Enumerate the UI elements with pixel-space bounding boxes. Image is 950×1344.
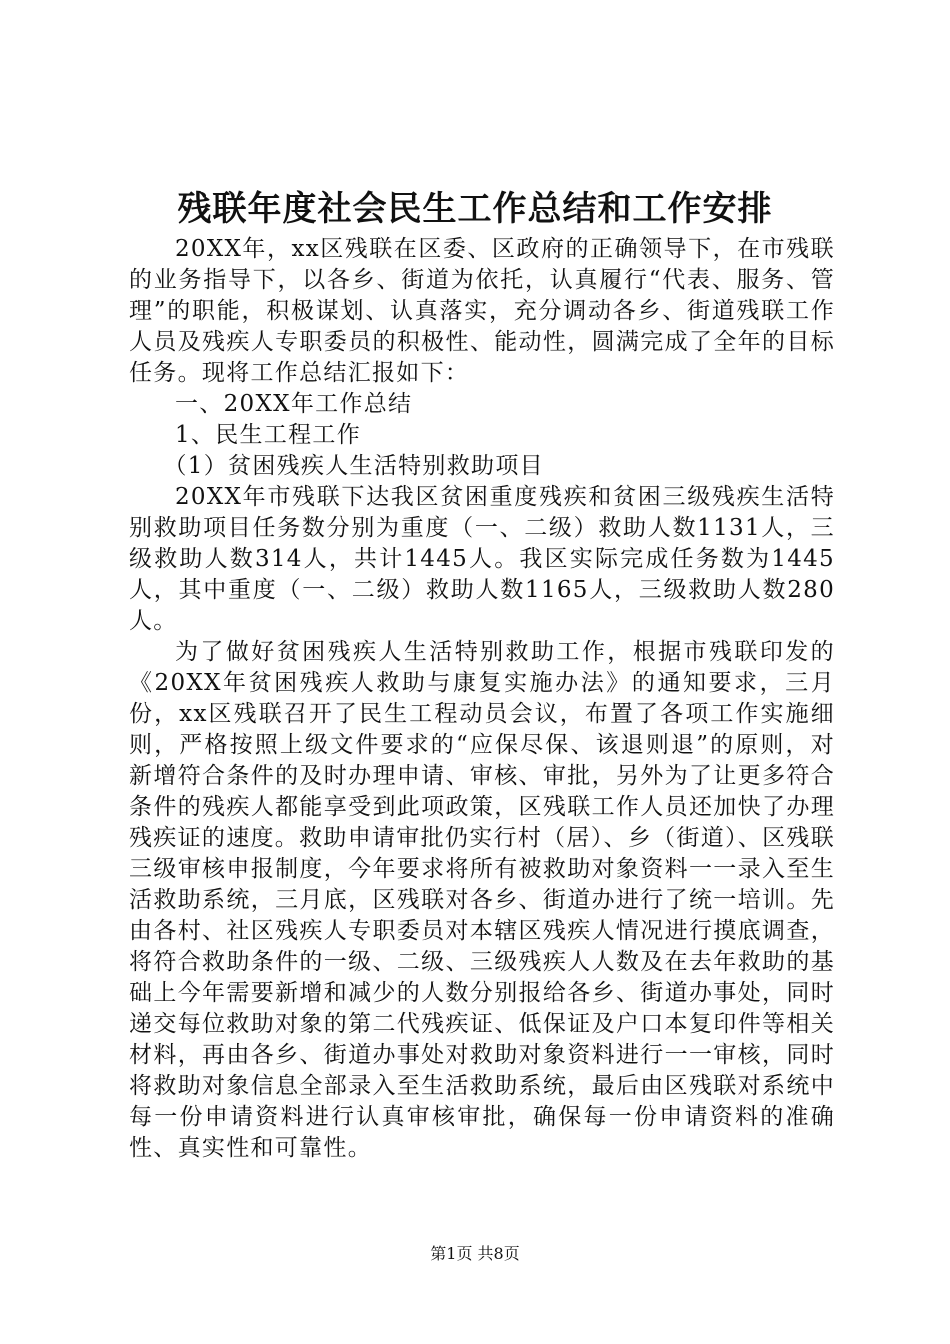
process-paragraph: 为了做好贫困残疾人生活特别救助工作，根据市残联印发的《20XX年贫困残疾人救助与康复实施办法》的通知要求，三月份，xx区残联召开了民生工程动员会议，布置了各项工作实施细则，严格按照上级文件要求的“应保尽保、该退则退”的原则，对新增符合条件的及时办理申请、审核、审批，另外为了让更多符合条件的残疾人都能享受到此项政策，区残联工作人员还加快了办理残疾证的速度。救助申请审批仍实行村（居）、乡（街道）、区残联三级审核申报制度，今年要求将所有被救助对象资料一一录入至生活救助系统，三月底，区残联对各乡、街道办进行了统一培训。先由各村、社区残疾人专职委员对本辖区残疾人情况进行摸底调查，将符合救助条件的一级、二级、三级残疾人人数及在去年救助的基础上今年需要新增和减少的人数分别报给各乡、街道办事处，同时递交每位救助对象的第二代残疾证、低保证及户口本复印件等相关材料，再由各乡、街道办事处对救助对象资料进行一一审核，同时将救助对象信息全部录入至生活救助系统，最后由区残联对系统中每一份申请资料进行认真审核审批，确保每一份申请资料的准确性、真实性和可靠性。 [129, 639, 835, 1161]
subsection-heading: 1、民生工程工作 [175, 422, 362, 448]
intro-paragraph: 20XX年，xx区残联在区委、区政府的正确领导下，在市残联的业务指导下，以各乡、街道为依托，认真履行“代表、服务、管理”的职能，积极谋划、认真落实，充分调动各乡、街道残联工作人员及残疾人专职委员的积极性、能动性，圆满完成了全年的目标任务。现将工作总结汇报如下： [129, 236, 835, 386]
document-title: 残联年度社会民生工作总结和工作安排 [177, 189, 773, 229]
item-heading: （1）贫困残疾人生活特别救助项目 [163, 453, 544, 479]
task-paragraph: 20XX年市残联下达我区贫困重度残疾和贫困三级残疾生活特别救助项目任务数分别为重度（一、二级）救助人数1131人，三级救助人数314人，共计1445人。我区实际完成任务数为1445人，其中重度（一、二级）救助人数1165人，三级救助人数280人。 [129, 484, 835, 634]
section-heading: 一、20XX年工作总结 [175, 391, 413, 417]
page-footer: 第1页 共8页 [430, 1244, 520, 1263]
document-body [129, 234, 835, 1164]
